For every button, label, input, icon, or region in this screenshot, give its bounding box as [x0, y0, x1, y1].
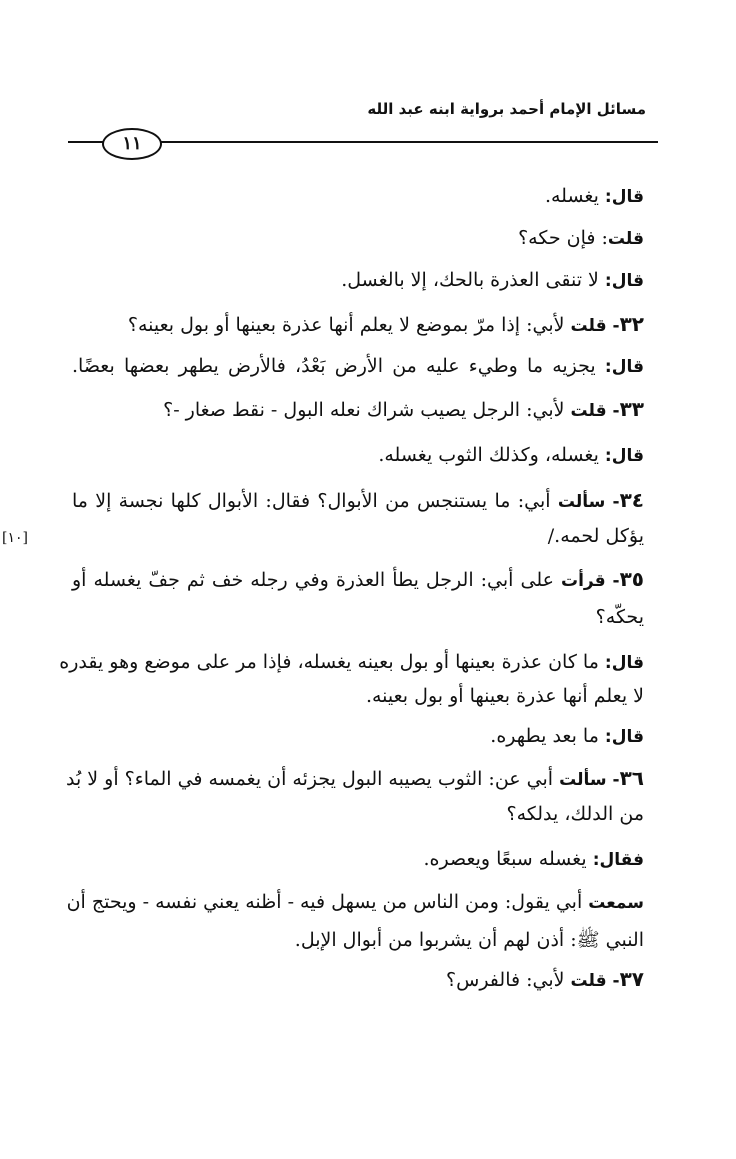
line-text: أبي عن: الثوب يصيبه البول يجزئه أن يغمسه في الماء؟ أو لا بُد [66, 768, 560, 790]
text-line-9 [548, 522, 644, 550]
line-text: أبي: ما يستنجس من الأبوال؟ فقال: الأبوال كلها نجسة إلا ما [72, 490, 558, 512]
question-number: ٣٧ [619, 967, 644, 991]
text-line-8 [72, 486, 644, 516]
text-line-5 [72, 352, 644, 381]
line-text: يحكّه؟ [595, 606, 644, 628]
speaker-label: - سألت [557, 492, 620, 512]
speaker-label: قلت [607, 229, 644, 249]
line-text: من الدلك، يدلكه؟ [506, 803, 644, 825]
line-text: لا تنقى العذرة بالحك، إلا بالغسل. [341, 269, 605, 291]
speaker-label: - قلت [570, 401, 620, 421]
line-text: لأبي: الرجل يصيب شراك نعله البول - نقط صغار -؟ [163, 399, 571, 421]
speaker-label: سمعت [588, 893, 644, 913]
line-text: ما كان عذرة بعينها أو بول بعينه يغسله، فإذا مر على موضع وهو يقدره [59, 651, 605, 673]
speaker-label: قال: [604, 653, 644, 673]
line-text: : فإن حكه؟ [518, 227, 608, 249]
page-number-oval [102, 128, 162, 160]
text-line-18 [66, 888, 644, 917]
text-line-14 [490, 722, 644, 751]
text-line-16 [506, 800, 644, 828]
question-number: ٣٥ [619, 567, 644, 591]
speaker-label: - قلت [570, 316, 620, 336]
speaker-label: قال: [604, 727, 644, 747]
line-text: على أبي: الرجل يطأ العذرة وفي رجله خف ثم جفّ يغسله أو [72, 569, 561, 591]
line-text: يغسله. [544, 185, 605, 207]
speaker-label: قال: [604, 271, 644, 291]
text-line-15 [66, 764, 644, 794]
text-line-10 [72, 565, 644, 595]
text-line-6 [163, 395, 644, 425]
question-number: ٣٢ [619, 312, 644, 336]
line-text: أبي يقول: ومن الناس من يسهل فيه - أظنه يعني نفسه - ويحتج أن [66, 891, 589, 913]
line-text: لأبي: إذا مرّ بموضع لا يعلم أنها عذرة بعينها أو بول بعينه؟ [127, 314, 571, 336]
text-line-2 [518, 224, 644, 253]
text-line-3 [341, 266, 644, 295]
page-number: ١١ [122, 133, 142, 154]
line-text: يغسله، وكذلك الثوب يغسله. [378, 444, 605, 466]
question-number: ٣٦ [619, 766, 644, 790]
margin-page-reference: [١٠] [2, 530, 28, 546]
text-line-11 [596, 603, 644, 631]
text-line-19 [295, 926, 644, 954]
header-title: مسائل الإمام أحمد برواية ابنه عبد الله [367, 100, 646, 118]
speaker-label: - سألت [559, 770, 620, 790]
speaker-label: - قلت [570, 971, 620, 991]
speaker-label: - قرأت [560, 571, 620, 591]
text-line-7 [378, 441, 644, 470]
speaker-label: فقال: [592, 850, 644, 870]
question-number: ٣٣ [619, 397, 644, 421]
text-line-4 [128, 310, 644, 340]
line-text: النبي ﷺ: أذن لهم أن يشربوا من أبوال الإبل. [294, 929, 644, 951]
line-text: يؤكل لحمه./ [547, 525, 644, 547]
line-text: ما بعد يطهره. [490, 725, 605, 747]
speaker-label: قال: [604, 187, 644, 207]
text-line-13 [366, 682, 644, 710]
line-text: يجزيه ما وطيء عليه من الأرض بَعْدُ، فالأرض يطهر بعضها بعضًا. [72, 355, 605, 377]
text-line-20 [446, 965, 644, 995]
line-text: لا يعلم أنها عذرة بعينها أو بول بعينه. [365, 685, 644, 707]
question-number: ٣٤ [619, 488, 644, 512]
speaker-label: قال: [604, 357, 644, 377]
text-line-1 [545, 182, 644, 211]
line-text: لأبي: فالفرس؟ [446, 969, 571, 991]
line-text: يغسله سبعًا ويعصره. [423, 848, 593, 870]
text-line-17 [423, 845, 644, 874]
speaker-label: قال: [604, 446, 644, 466]
text-line-12 [59, 648, 644, 677]
